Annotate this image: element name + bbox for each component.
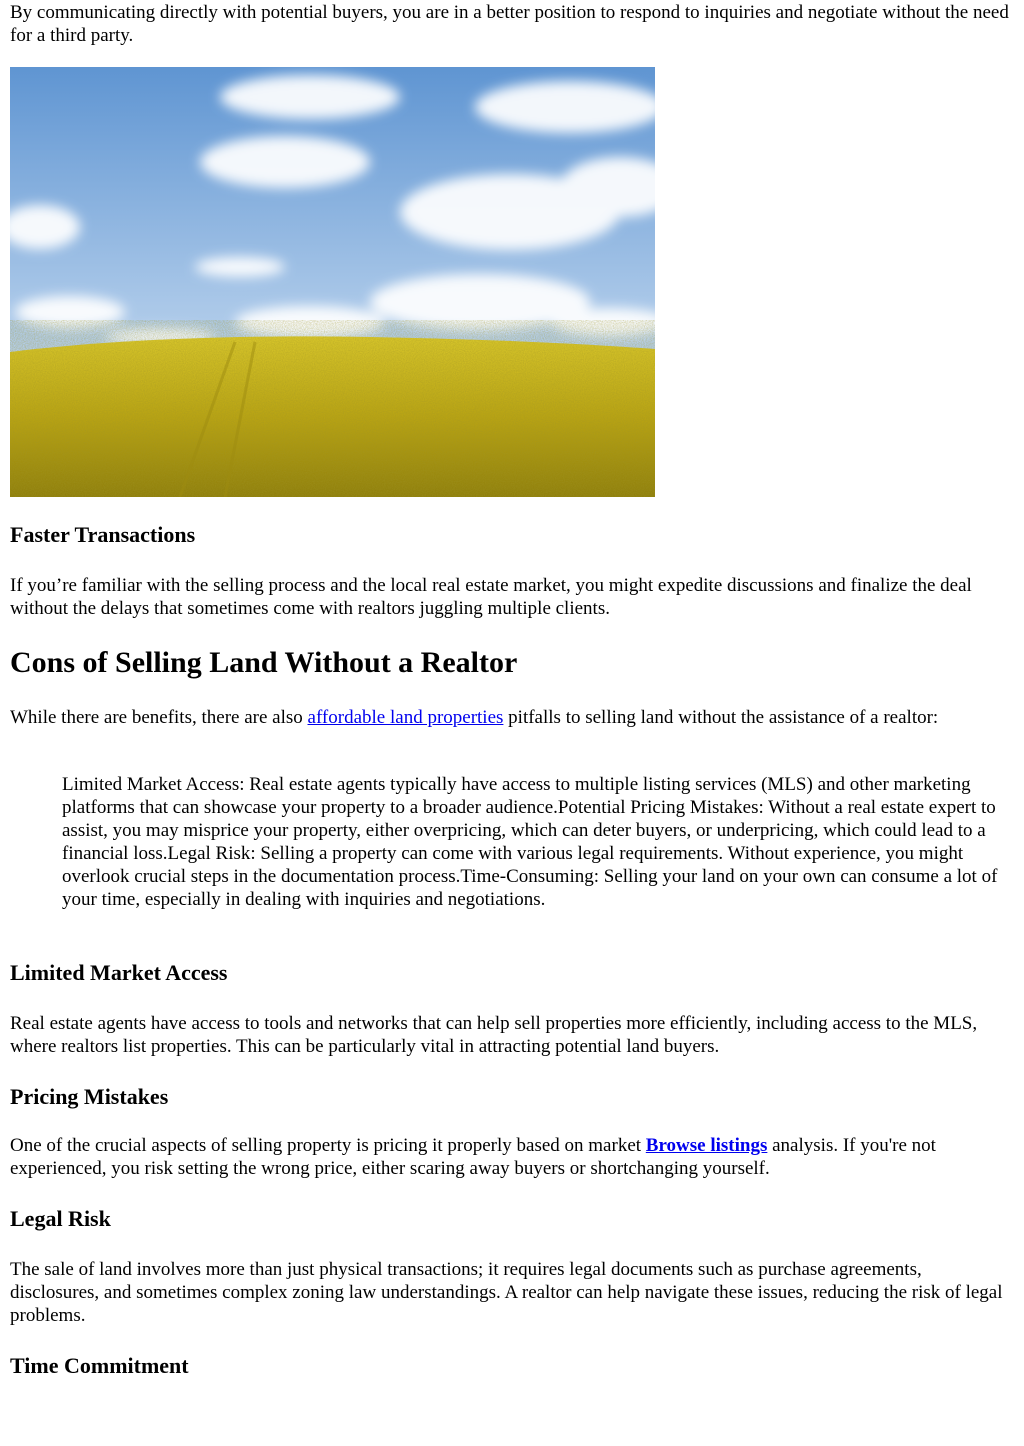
heading-faster-transactions: Faster Transactions [10,522,196,547]
cons-blockquote [62,773,1010,911]
pricing-after: analysis. If you're not experienced, you risk setting the wrong price, either scaring away buyers or shortchanging yourself. [10,1135,936,1179]
legal-risk-paragraph: The sale of land involves more than just physical transactions; it requires legal documents such as purchase agreements, disclosures, and sometimes complex zoning law understandings. A realtor can help navigate these issues, reducing the risk of legal problems. [10,1259,1003,1326]
cons-intro-paragraph [10,706,1010,729]
field-photo [10,67,655,497]
heading-limited-market-access: Limited Market Access [10,960,228,985]
heading-time-commitment: Time Commitment [10,1353,189,1378]
cons-intro-before: While there are benefits, there are also [10,707,308,728]
browse-listings-link[interactable]: Browse listings [645,1135,768,1156]
heading-cons: Cons of Selling Land Without a Realtor [10,646,518,679]
faster-transactions-paragraph: If you’re familiar with the selling process and the local real estate market, you might expedite discussions and finalize the deal without the delays that sometimes come with realtors juggling multiple clients. [10,575,972,619]
limited-market-access-paragraph: Real estate agents have access to tools and networks that can help sell properties more efficiently, including access to the MLS, where realtors list properties. This can be particularly vital in attracting potential land buyers. [10,1013,978,1057]
pricing-before: One of the crucial aspects of selling property is pricing it properly based on market [10,1135,646,1156]
affordable-land-properties-link[interactable]: affordable land properties [307,707,504,728]
cons-quote-text: Limited Market Access: Real estate agents typically have access to multiple listing services (MLS) and other marketing platforms that can showcase your property to a broader audience.Potential Pricing Mistakes: Without a real estate expert to assist, you may misprice your property, either overpricing, which can deter buyers, or underpricing, which could lead to a financial loss.Legal Risk: Selling a property can come with various legal requirements. Without experience, you might overlook crucial steps in the documentation process.Time-Consuming: Selling your land on your own can consume a lot of your time, especially in dealing with inquiries and negotiations. [62,774,998,910]
heading-legal-risk: Legal Risk [10,1206,111,1231]
pricing-mistakes-paragraph [10,1134,1010,1180]
intro-paragraph: By communicating directly with potential buyers, you are in a better position to respond to inquiries and negotiate without the need for a third party. [10,2,1009,46]
cons-intro-after: pitfalls to selling land without the assistance of a realtor: [503,707,939,728]
heading-pricing-mistakes: Pricing Mistakes [10,1084,169,1109]
